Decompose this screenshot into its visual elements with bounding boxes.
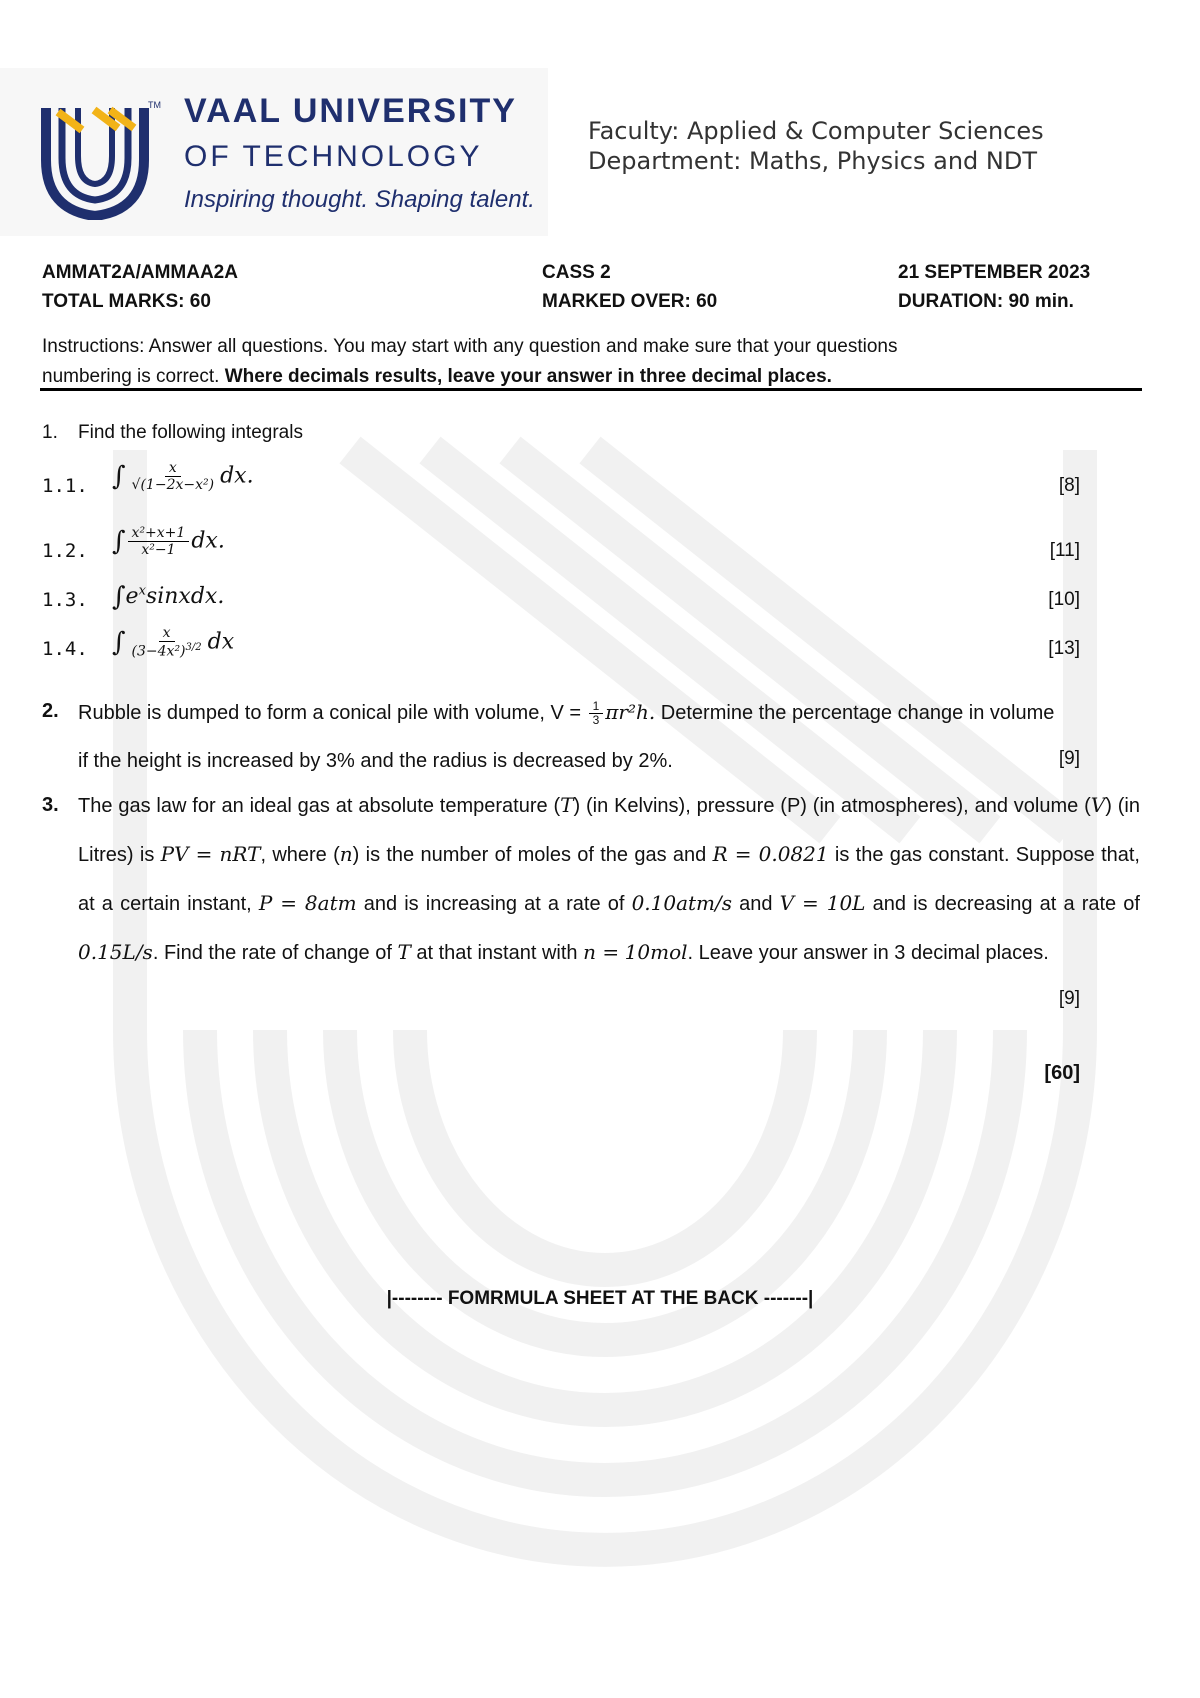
question-1-3-number: 1.3. — [42, 589, 88, 611]
question-2-text-line2: if the height is increased by 3% and the radius is decreased by 2%. — [78, 750, 673, 772]
question-3-mark: [9] — [1058, 988, 1080, 1009]
instructions-decimals-note: Where decimals results, leave your answer in three decimal places. — [224, 366, 832, 387]
assessment-name: CASS 2 — [542, 262, 611, 283]
instructions-line1: Instructions: Answer all questions. You may start with any question and make sure that your questions — [42, 336, 898, 357]
instructions-line2: numbering is correct. — [42, 366, 225, 387]
logo-university-name: VAAL UNIVERSITY — [184, 92, 517, 130]
question-3-number: 3. — [42, 794, 59, 816]
question-1-2-number: 1.2. — [42, 540, 88, 562]
total-mark: [60] — [1044, 1062, 1080, 1084]
instructions — [42, 332, 1142, 392]
question-1-3-mark: [10] — [1048, 589, 1080, 610]
question-1-4-integral: ∫ $\frac{x}{(3-4x^2)^{3/2}}$ dx — [112, 625, 235, 660]
exam-date: 21 SEPTEMBER 2023 — [898, 262, 1091, 283]
trademark-mark: TM — [148, 100, 161, 110]
question-3-text: The gas law for an ideal gas at absolute temperature (T) (in Kelvins), pressure (P) (in atmospheres), and volume (V) (in Litres) is PV = nRT, where (n) is the number of moles of the gas and R = 0.0821 is the gas constant. Suppose that, at a certain instant, P = 8atm and is increasing at a rate of 0.10atm/s and V = 10L and is decreasing at a rate of 0.15L/s. Find the rate of change of T at that instant with n = 10mol. Leave your answer in 3 decimal places. — [78, 793, 1140, 964]
faculty-block — [588, 116, 1044, 176]
question-1-number: 1. — [42, 422, 58, 443]
question-2-mark: [9] — [1058, 748, 1080, 769]
total-marks: TOTAL MARKS: 60 — [42, 291, 211, 312]
question-1-1-integral: ∫ $\frac{x}{\text{√(1−2x−x²)}}$ dx. — [112, 460, 254, 493]
one-third-fraction: $\frac{1}{3}$ — [589, 700, 604, 727]
module-code: AMMAT2A/AMMAA2A — [42, 262, 238, 283]
department-name: Department: Maths, Physics and NDT — [588, 147, 1038, 175]
question-1-2-integral: ∫ $\frac{\text{x²+x+1}}{\text{x²−1}}$ dx. — [112, 525, 225, 558]
logo-tagline: Inspiring thought. Shaping talent. — [184, 186, 535, 213]
faculty-name: Faculty: Applied & Computer Sciences — [588, 117, 1044, 145]
question-1-4-mark: [13] — [1048, 638, 1080, 659]
question-1-1-number: 1.1. — [42, 475, 88, 497]
question-1-4-number: 1.4. — [42, 638, 88, 660]
header-divider — [40, 388, 1142, 391]
question-2-formula: πr²h. — [605, 700, 656, 724]
duration: DURATION: 90 min. — [898, 291, 1074, 312]
question-2-text-a: Rubble is dumped to form a conical pile with volume, V = — [78, 702, 587, 724]
question-1-2-mark: [11] — [1049, 540, 1080, 561]
question-1-title: Find the following integrals — [78, 422, 303, 443]
marked-over: MARKED OVER: 60 — [542, 291, 718, 312]
logo-university-name-2: OF TECHNOLOGY — [184, 140, 483, 173]
formula-sheet-note: |-------- FOMRMULA SHEET AT THE BACK -------| — [386, 1288, 814, 1309]
question-1-3-integral: $\int e^xsinxdx$. — [112, 582, 225, 612]
question-1-1-mark: [8] — [1058, 475, 1080, 496]
university-logo-icon — [40, 100, 150, 220]
question-2-number: 2. — [42, 700, 59, 722]
question-2-text-b: Determine the percentage change in volume — [655, 702, 1055, 724]
question-2-text — [78, 688, 1140, 785]
